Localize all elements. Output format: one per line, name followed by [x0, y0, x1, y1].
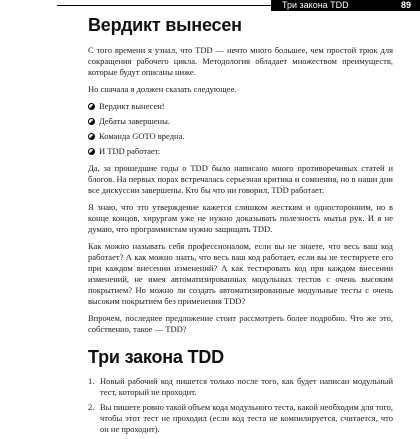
list-item [88, 101, 393, 112]
body-paragraph: Как можно называть себя профессионалом, если вы не знаете, что весь ваш код работает? А как можно знать, что весь ваш код работает, если вы не тестируете его при каждом внесении изменений? А как тестировать код при каждом внесении изменений, не имея автоматизированных модульных тестов с очень высоким покрытием? Но можно ли создать автоматизированные модульные тесты с очень высоким покрытием без применения TDD? [88, 241, 393, 306]
bullet-icon [88, 133, 95, 140]
section-heading-three-laws: Три закона TDD [88, 347, 224, 367]
law-text: Новый рабочий код пишется только после того, как будет написан модульный тест, который не проходит. [100, 376, 393, 397]
body-paragraph: Да, за прошедшие годы о TDD было написано много противоречивых статей и блогов. На первых порах встречалась серьезная критика и сомнения, но в наши дни все дискуссии завершены. Кто бы что ни говорил, TDD работает. [88, 163, 393, 195]
law-item [88, 402, 393, 435]
law-number: 2. [88, 402, 95, 412]
law-number: 1. [88, 376, 95, 386]
list-item-text: И TDD работает. [99, 146, 160, 156]
verdict-list [88, 101, 393, 157]
list-item-text: Команда GOTO вредна. [99, 131, 185, 141]
bullet-icon [88, 148, 95, 155]
list-item [88, 116, 393, 127]
page-content [88, 14, 393, 439]
page-number: 89 [400, 0, 411, 10]
list-item-text: Вердикт вынесен! [99, 101, 165, 111]
section-heading-verdict: Вердикт вынесен [88, 15, 242, 35]
body-paragraph: Впрочем, последнее предложение стоит рассмотреть более подробно. Что же это, собственно, такое — TDD? [88, 313, 393, 334]
list-item [88, 146, 393, 157]
list-item-text: Дебаты завершены. [99, 116, 170, 126]
law-text: Вы пишете ровно такой объем кода модульного теста, какой необходим для того, чтобы этот тест не проходил (если код теста не компилируется, считается, что он не проходит). [100, 402, 393, 434]
laws-list [88, 376, 393, 435]
bullet-icon [88, 103, 95, 110]
law-item [88, 376, 393, 398]
intro-paragraph: С того времени я узнал, что TDD — нечто много большее, чем простой трюк для сокращения рабочего цикла. Методология обладает множеством преимуществ, которые будут описаны ниже. [88, 45, 393, 77]
header-section-title: Три закона TDD [282, 0, 349, 10]
bullet-icon [88, 118, 95, 125]
list-item [88, 131, 393, 142]
lead-paragraph: Но сначала я должен сказать следующее. [88, 84, 237, 94]
body-paragraph: Я знаю, что это утверждение кажется слишком жестким и односторонним, но в конце концов, хирургам уже не нужно доказывать полезность мытья рук. И я не думаю, что программистам нужно защищать TDD. [88, 202, 393, 234]
running-header [0, 0, 420, 11]
